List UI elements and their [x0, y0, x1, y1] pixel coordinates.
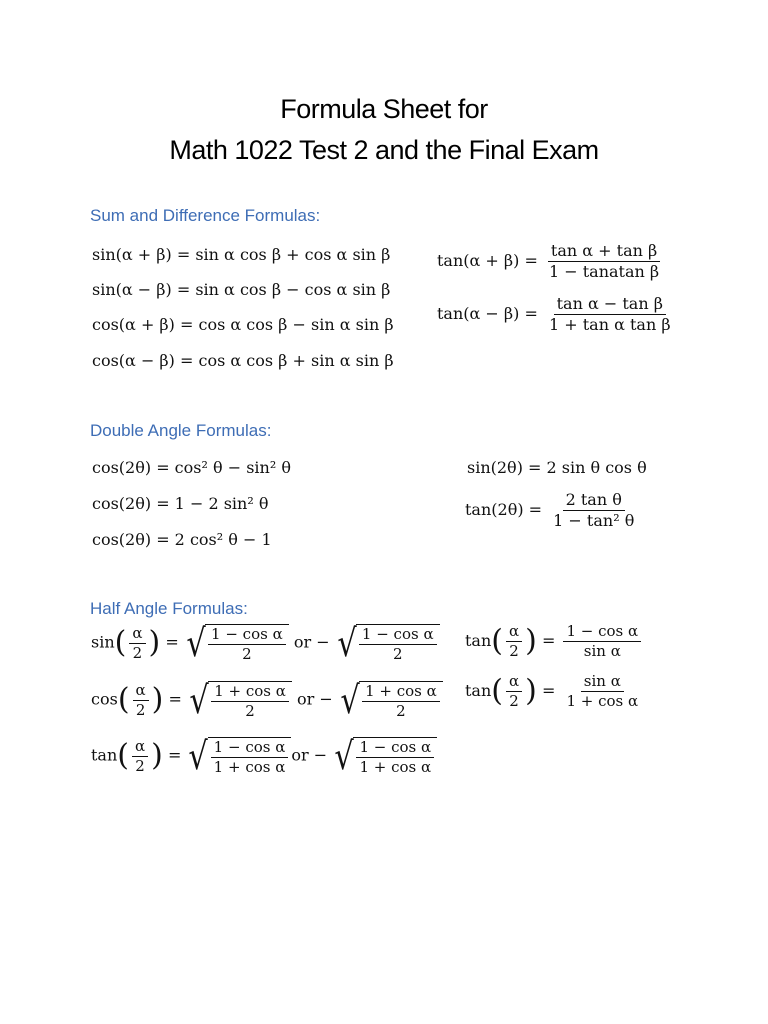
two-den: 2 [132, 643, 143, 662]
sin-half-fn: sin [91, 632, 115, 652]
tan-half-fn: tan [91, 745, 118, 765]
radicand-fraction [211, 684, 289, 719]
radicand-den: 1 + cos α [359, 758, 432, 776]
cos-half-fn: cos [91, 689, 118, 709]
section-heading-half-angle: Half Angle Formulas: [90, 599, 248, 618]
tan-half-fn: tan [465, 681, 492, 700]
radicand-fraction [208, 627, 286, 662]
alpha-num: α [132, 739, 148, 757]
radicand-den: 2 [396, 702, 406, 720]
radicand-den: 2 [245, 702, 255, 720]
section-heading-double-angle: Double Angle Formulas: [90, 421, 272, 440]
minus-sign: − [319, 689, 333, 709]
formula-tan-half-sin-form [465, 624, 644, 659]
two-den: 2 [135, 700, 146, 719]
formula-cos-half [91, 678, 443, 722]
paren-close: ) [151, 738, 163, 773]
fraction-num: sin α [581, 674, 624, 692]
radicand-fraction [356, 740, 434, 775]
paren-open: ( [114, 625, 127, 660]
formula-tan-double [465, 492, 640, 529]
equals: = [168, 689, 182, 709]
two-den: 2 [135, 756, 145, 775]
alpha-over-two [133, 680, 149, 719]
alpha-num: α [506, 624, 522, 642]
formula-tan-sum [437, 243, 665, 280]
formula-cos-sum: cos(α + β) = cos α cos β − sin α sin β [92, 315, 394, 334]
paren-close: ) [151, 682, 164, 717]
or-text: or [296, 689, 315, 709]
equals: = [541, 681, 556, 700]
radicand-num: 1 − cos α [356, 740, 434, 758]
formula-cos-double-b: cos(2θ) = 1 − 2 sin² θ [92, 494, 269, 513]
tan-double-lhs: tan(2θ) = [465, 500, 543, 519]
alpha-over-two [506, 674, 522, 709]
sqrt-negative: √ $\frac{\text{1 + cos α}}{2}$ [338, 681, 443, 719]
radicand-num: 1 − cos α [359, 627, 437, 645]
tan-double-denominator: 1 − tan² θ [553, 511, 635, 530]
radicand-num: 1 − cos α [208, 627, 286, 645]
paren-open: ( [491, 623, 503, 659]
radicand-fraction [211, 740, 289, 775]
formula-sin-half [91, 621, 440, 665]
radicand-fraction [359, 627, 437, 662]
tan-difference-fraction [546, 296, 674, 333]
tan-double-fraction [550, 492, 637, 529]
paren-open: ( [117, 738, 129, 773]
alpha-over-two [506, 624, 522, 659]
paren-close: ) [525, 623, 537, 659]
title-line-2: Math 1022 Test 2 and the Final Exam [169, 135, 599, 165]
tan-sum-lhs: tan(α + β) = [437, 251, 538, 270]
paren-open: ( [117, 682, 130, 717]
radicand-den: 1 + cos α [213, 758, 286, 776]
formula-sin-double: sin(2θ) = 2 sin θ cos θ [467, 458, 647, 477]
sqrt-positive: √ $\frac{\text{1 − cos α}}{\text{1 + cos α}}$ [186, 737, 291, 775]
or-text: or [293, 632, 312, 652]
formula-cos-double-a: cos(2θ) = cos² θ − sin² θ [92, 458, 291, 477]
alpha-num: α [133, 683, 149, 701]
formula-cos-double-c: cos(2θ) = 2 cos² θ − 1 [92, 530, 272, 549]
tan-half-fraction [563, 674, 641, 709]
two-den: 2 [509, 692, 519, 710]
sqrt-positive: √ $\frac{\text{1 − cos α}}{2}$ [184, 624, 289, 662]
equals: = [167, 745, 182, 765]
two-den: 2 [509, 642, 519, 660]
alpha-over-two [129, 623, 145, 662]
sqrt-negative: √ $\frac{\text{1 − cos α}}{2}$ [335, 624, 440, 662]
alpha-over-two [132, 736, 148, 775]
title-line-1: Formula Sheet for [280, 94, 488, 124]
radicand-den: 2 [242, 645, 252, 663]
paren-close: ) [148, 625, 161, 660]
tan-half-fn: tan [465, 631, 492, 650]
tan-difference-denominator: 1 + tan α tan β [548, 315, 671, 334]
paren-close: ) [525, 673, 537, 709]
equals: = [541, 631, 556, 650]
formula-cos-difference: cos(α − β) = cos α cos β + sin α sin β [92, 351, 394, 370]
radicand-num: 1 + cos α [362, 684, 440, 702]
formula-tan-half-roots [91, 734, 437, 778]
tan-difference-numerator: tan α − tan β [554, 296, 666, 315]
formula-tan-difference [437, 296, 677, 333]
formula-sin-difference: sin(α − β) = sin α cos β − cos α sin β [92, 280, 391, 299]
radicand-num: 1 + cos α [211, 684, 289, 702]
tan-sum-fraction [546, 243, 662, 280]
formula-tan-half-cos-form [465, 674, 644, 709]
paren-open: ( [491, 673, 503, 709]
section-heading-sum-difference: Sum and Difference Formulas: [90, 206, 321, 225]
or-text: or [291, 745, 309, 765]
fraction-den: sin α [583, 642, 621, 660]
radicand-fraction [362, 684, 440, 719]
tan-half-fraction [563, 624, 641, 659]
alpha-num: α [506, 674, 522, 692]
alpha-num: α [129, 626, 145, 644]
minus-sign: − [316, 632, 330, 652]
radicand-den: 2 [392, 645, 403, 663]
radicand-num: 1 − cos α [211, 740, 289, 758]
tan-difference-lhs: tan(α − β) = [437, 304, 538, 323]
fraction-den: 1 + cos α [566, 692, 639, 710]
tan-sum-denominator: 1 − tanatan β [548, 262, 660, 281]
minus-sign: − [313, 745, 328, 765]
tan-sum-numerator: tan α + tan β [548, 243, 660, 262]
sqrt-negative: √ $\frac{\text{1 − cos α}}{\text{1 + cos α}}$ [332, 737, 437, 775]
fraction-num: 1 − cos α [563, 624, 641, 642]
formula-sin-sum: sin(α + β) = sin α cos β + cos α sin β [92, 245, 391, 264]
tan-double-numerator: 2 tan θ [563, 492, 625, 511]
sqrt-positive: √ $\frac{\text{1 + cos α}}{2}$ [187, 681, 292, 719]
equals: = [165, 632, 179, 652]
